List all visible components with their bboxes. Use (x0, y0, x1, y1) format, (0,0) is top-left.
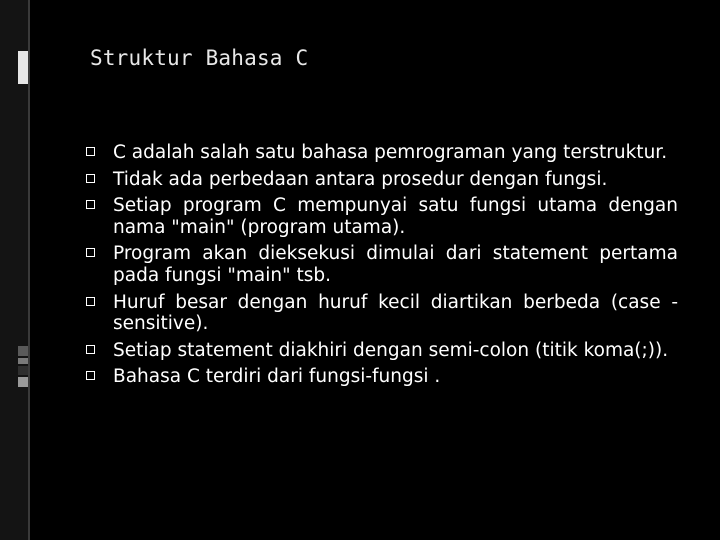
slide-title: Struktur Bahasa C (90, 46, 309, 70)
list-item (86, 195, 678, 238)
square-bullet-icon (86, 371, 95, 380)
list-item (86, 142, 678, 164)
decorative-block (18, 377, 28, 387)
list-item-text: Program akan dieksekusi dimulai dari statement pertama pada fungsi "main" tsb. (113, 243, 678, 286)
square-bullet-icon (86, 200, 95, 209)
square-bullet-icon (86, 345, 95, 354)
square-bullet-icon (86, 147, 95, 156)
list-item (86, 292, 678, 335)
decorative-block (18, 358, 28, 364)
square-bullet-icon (86, 297, 95, 306)
decorative-block (18, 346, 28, 356)
list-item-text: Setiap program C mempunyai satu fungsi utama dengan nama "main" (program utama). (113, 195, 678, 238)
list-item (86, 366, 678, 388)
list-item-text: Bahasa C terdiri dari fungsi-fungsi . (113, 366, 441, 388)
decorative-block (18, 51, 28, 84)
square-bullet-icon (86, 248, 95, 257)
list-item (86, 340, 678, 362)
bullet-list (86, 142, 678, 388)
list-item-text: C adalah salah satu bahasa pemrograman yang terstruktur. (113, 142, 668, 163)
bullet-list-container (86, 142, 678, 393)
side-divider (28, 0, 30, 540)
square-bullet-icon (86, 174, 95, 183)
decorative-block (18, 366, 28, 375)
list-item (86, 243, 678, 286)
list-item (86, 169, 678, 191)
list-item-text: Huruf besar dengan huruf kecil diartikan berbeda (case -sensitive). (113, 291, 678, 335)
list-item-text: Setiap statement diakhiri dengan semi-colon (titik koma(;)). (113, 339, 669, 361)
list-item-text: Tidak ada perbedaan antara prosedur dengan fungsi. (113, 168, 608, 190)
